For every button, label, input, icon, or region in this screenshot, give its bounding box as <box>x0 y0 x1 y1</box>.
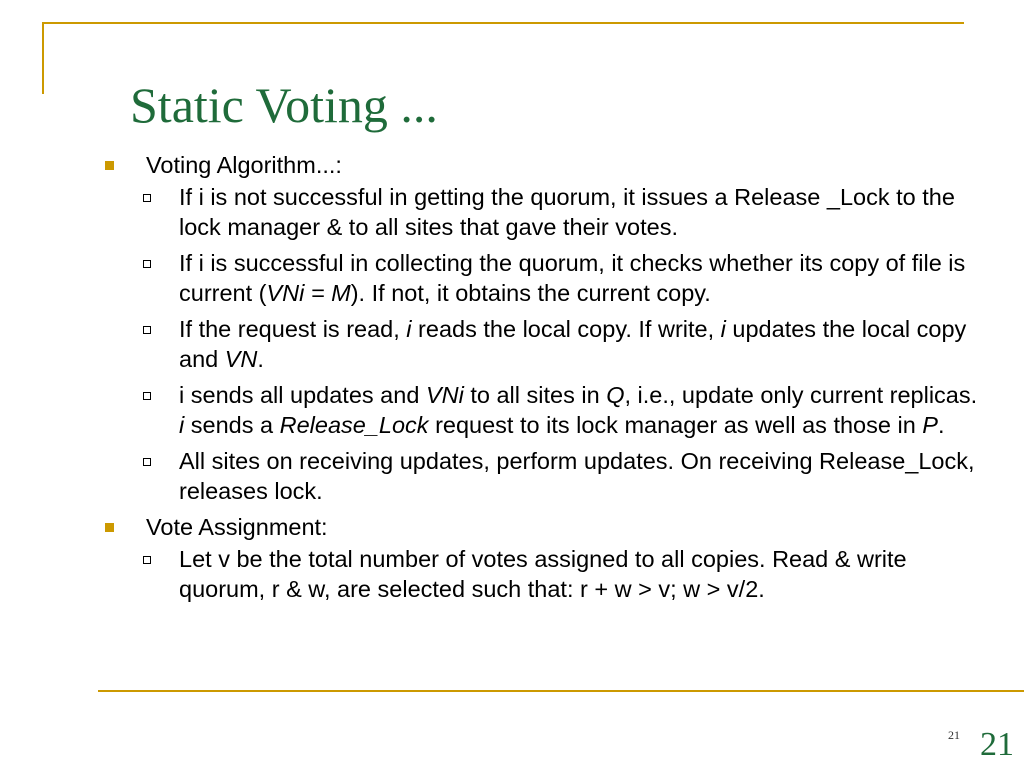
section-heading: Vote Assignment: <box>146 514 328 540</box>
slide-number: 21 <box>980 726 1014 763</box>
italic-run: VNi <box>425 382 464 408</box>
sub-bullet <box>102 248 982 308</box>
italic-run: VN <box>224 346 258 372</box>
sub-bullet-text <box>179 380 982 440</box>
sub-bullet <box>102 380 982 440</box>
sub-bullet <box>102 182 982 242</box>
sub-bullet <box>102 544 982 604</box>
hollow-square-bullet-icon <box>143 392 151 400</box>
left-rule-line <box>42 22 44 94</box>
sub-bullet-text <box>179 248 982 308</box>
sub-bullet <box>102 446 982 506</box>
hollow-square-bullet-icon <box>143 326 151 334</box>
text-run: , i.e., update only current replicas. <box>624 382 978 408</box>
hollow-square-bullet-icon <box>143 260 151 268</box>
sub-bullet-text: Let v be the total number of votes assigned to all copies. Read & write quorum, r & w, are selected such that: r + w > v; w > v/2. <box>179 546 907 602</box>
slide-body <box>102 150 982 610</box>
square-bullet-icon <box>105 161 114 170</box>
hollow-square-bullet-icon <box>143 194 151 202</box>
section-heading: Voting Algorithm...: <box>146 152 342 178</box>
slide-title: Static Voting ... <box>130 77 438 133</box>
italic-run: VNi = M <box>266 280 351 306</box>
bullet-voting-algorithm <box>102 150 982 180</box>
text-run: reads the local copy. If write, <box>411 316 721 342</box>
italic-run: i <box>406 316 412 342</box>
text-run: . <box>937 412 945 438</box>
sub-bullet-text: If i is not successful in getting the quorum, it issues a Release _Lock to the lock manager & to all sites that gave their votes. <box>179 184 955 240</box>
bullet-vote-assignment <box>102 512 982 542</box>
bottom-rule-line <box>98 690 1024 692</box>
italic-run: Release_Lock <box>279 412 429 438</box>
square-bullet-icon <box>105 523 114 532</box>
text-run: updates the local copy and <box>179 316 967 372</box>
text-run: ). If not, it obtains the current copy. <box>350 280 711 306</box>
text-run: If the request is read, <box>179 316 407 342</box>
text-run: i sends all updates and <box>179 382 426 408</box>
text-run: If i is successful in collecting the quorum, it checks whether its copy of file is current ( <box>179 250 966 306</box>
hollow-square-bullet-icon <box>143 556 151 564</box>
italic-run: i <box>720 316 726 342</box>
italic-run: Q <box>606 382 625 408</box>
sub-bullet-text <box>179 314 982 374</box>
text-run: sends a <box>184 412 280 438</box>
text-run: request to its lock manager as well as those in <box>428 412 923 438</box>
sub-bullet <box>102 314 982 374</box>
text-run: . <box>257 346 264 372</box>
top-rule-line <box>42 22 964 24</box>
hollow-square-bullet-icon <box>143 458 151 466</box>
footer-page-number: 21 <box>948 728 960 742</box>
italic-run: i <box>179 412 185 438</box>
text-run: to all sites in <box>463 382 607 408</box>
sub-bullet-text: All sites on receiving updates, perform updates. On receiving Release_Lock, releases lock. <box>179 448 975 504</box>
italic-run: P <box>922 412 938 438</box>
